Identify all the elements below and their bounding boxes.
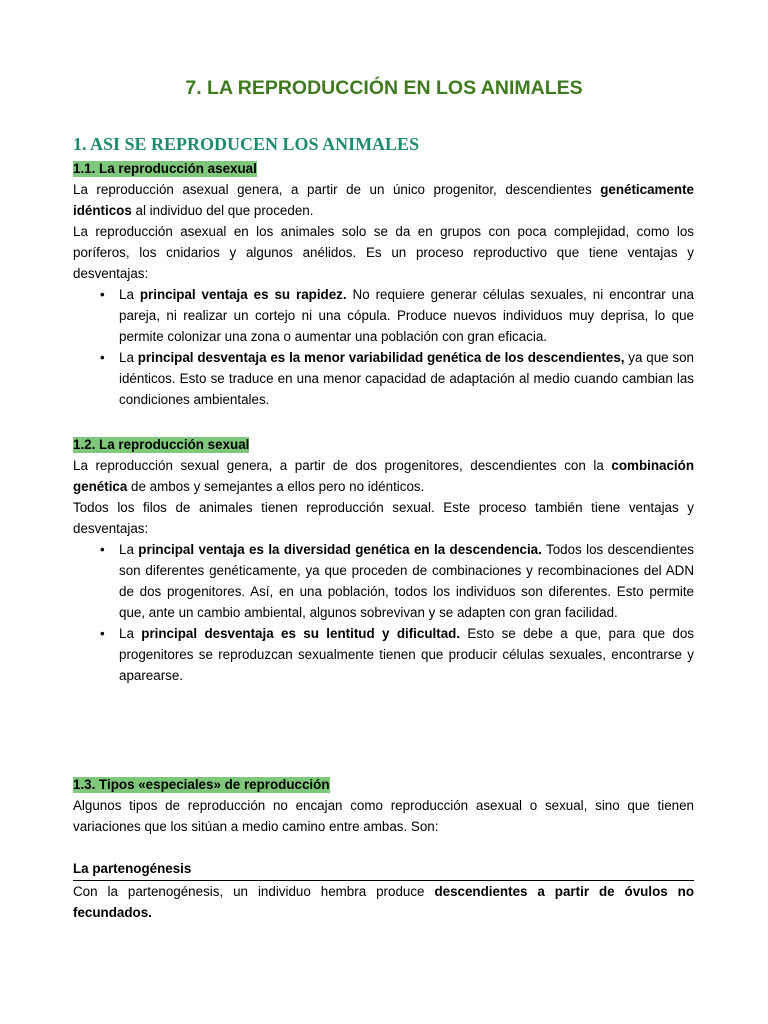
paragraph: Todos los filos de animales tienen reproducción sexual. Este proceso también tiene ventajas y desventajas:	[73, 500, 694, 536]
section-asexual	[73, 158, 694, 410]
text: La reproducción sexual genera, a partir de dos progenitores, descendientes con la	[73, 458, 612, 473]
bold-text: descendientes a partir de óvulos no fecundados.	[73, 884, 694, 920]
text: La	[119, 542, 139, 557]
subheading-partenogenesis: La partenogénesis	[73, 858, 694, 881]
bold-text: principal ventaja es la diversidad genética en la descendencia.	[138, 542, 542, 557]
list-item	[119, 539, 694, 623]
section-special	[73, 774, 694, 923]
subsection-heading-special: 1.3. Tipos «especiales» de reproducción	[73, 777, 330, 792]
paragraph: Algunos tipos de reproducción no encajan como reproducción asexual o sexual, sino que tienen variaciones que los sitúan a medio camino entre ambas. Son:	[73, 798, 694, 834]
paragraph	[73, 179, 694, 221]
text: Esto se debe a que, para que dos progenitores se reproduzcan sexualmente tienen que producir células sexuales, encontrarse y aparearse.	[119, 626, 694, 683]
subsection-heading-sexual: 1.2. La reproducción sexual	[73, 437, 250, 452]
section-sexual	[73, 434, 694, 686]
section-heading: 1. ASI SE REPRODUCEN LOS ANIMALES	[73, 134, 420, 154]
text: La reproducción asexual genera, a partir de un único progenitor, descendientes	[73, 182, 601, 197]
bullet-list	[73, 539, 694, 686]
bullet-list	[73, 284, 694, 410]
page-title: 7. LA REPRODUCCIÓN EN LOS ANIMALES	[185, 77, 583, 99]
subsection-heading-asexual: 1.1. La reproducción asexual	[73, 161, 257, 176]
text: Todos los descendientes son diferentes genéticamente, ya que proceden de combinaciones y recombinaciones del ADN de dos progenitores. Así, en una población, todos los individuos son diferentes. Esto permite que, ante un cambio ambiental, algunos sobrevivan y se adapten con gran facilidad.	[119, 542, 694, 620]
text: de ambos y semejantes a ellos pero no idénticos.	[127, 479, 425, 494]
bold-text: principal ventaja es su rapidez.	[139, 287, 347, 302]
text: ya que son idénticos. Esto se traduce en una menor capacidad de adaptación al medio cuando cambian las condiciones ambientales.	[119, 350, 695, 407]
text: La	[119, 287, 140, 302]
paragraph: La reproducción asexual en los animales solo se da en grupos con poca complejidad, como los poríferos, los cnidarios y algunos anélidos. Es un proceso reproductivo que tiene ventajas y desventajas:	[73, 224, 694, 281]
text: No requiere generar células sexuales, ni encontrar una pareja, ni realizar un cortejo ni una cópula. Produce nuevos individuos muy deprisa, lo que permite colonizar una zona o aumentar una población con gran eficacia.	[119, 287, 694, 344]
list-item	[119, 284, 694, 347]
bold-text: principal desventaja es la menor variabilidad genética de los descendientes,	[137, 350, 625, 365]
bold-text: principal desventaja es su lentitud y dificultad.	[141, 626, 461, 641]
text: La	[119, 626, 142, 641]
text: La	[119, 350, 138, 365]
bold-text: combinación genética	[73, 458, 694, 494]
list-item	[119, 623, 694, 686]
paragraph	[73, 455, 694, 497]
bold-text: genéticamente idénticos	[73, 182, 694, 218]
text: Con la partenogénesis, un individuo hembra produce	[73, 884, 435, 899]
text: al individuo del que proceden.	[131, 203, 314, 218]
paragraph	[73, 881, 694, 923]
list-item	[119, 347, 694, 410]
